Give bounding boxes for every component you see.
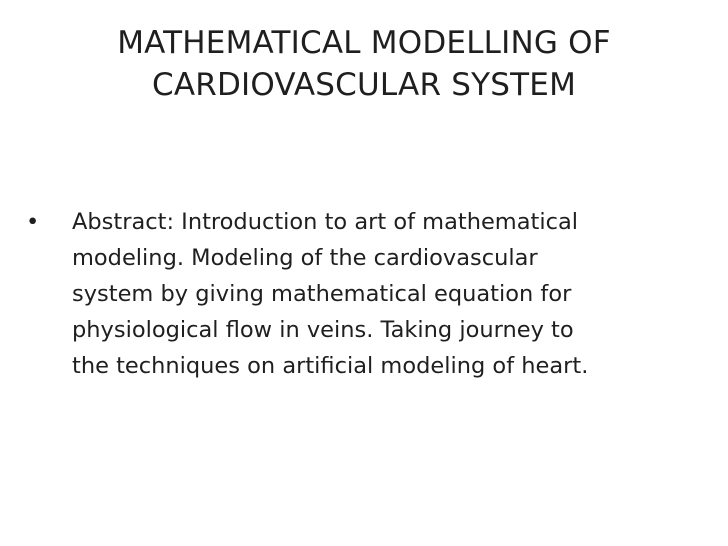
bullet-text-line-1: Abstract: Introduction to art of mathematical — [72, 209, 578, 235]
bullet-text-line-5: the techniques on artificial modeling of heart. — [72, 353, 589, 379]
slide-title — [36, 22, 692, 106]
slide-body — [26, 204, 706, 384]
title-line-2: CARDIOVASCULAR SYSTEM — [151, 67, 577, 103]
bullet-text-line-4: physiological flow in veins. Taking journey to — [72, 317, 574, 343]
title-line-1: MATHEMATICAL MODELLING OF — [117, 25, 611, 61]
bullet-text-line-2: modeling. Modeling of the cardiovascular — [72, 245, 538, 271]
bullet-icon: • — [26, 209, 40, 235]
bullet-text-line-3: system by giving mathematical equation for — [72, 281, 572, 307]
bullet-item — [26, 204, 706, 384]
